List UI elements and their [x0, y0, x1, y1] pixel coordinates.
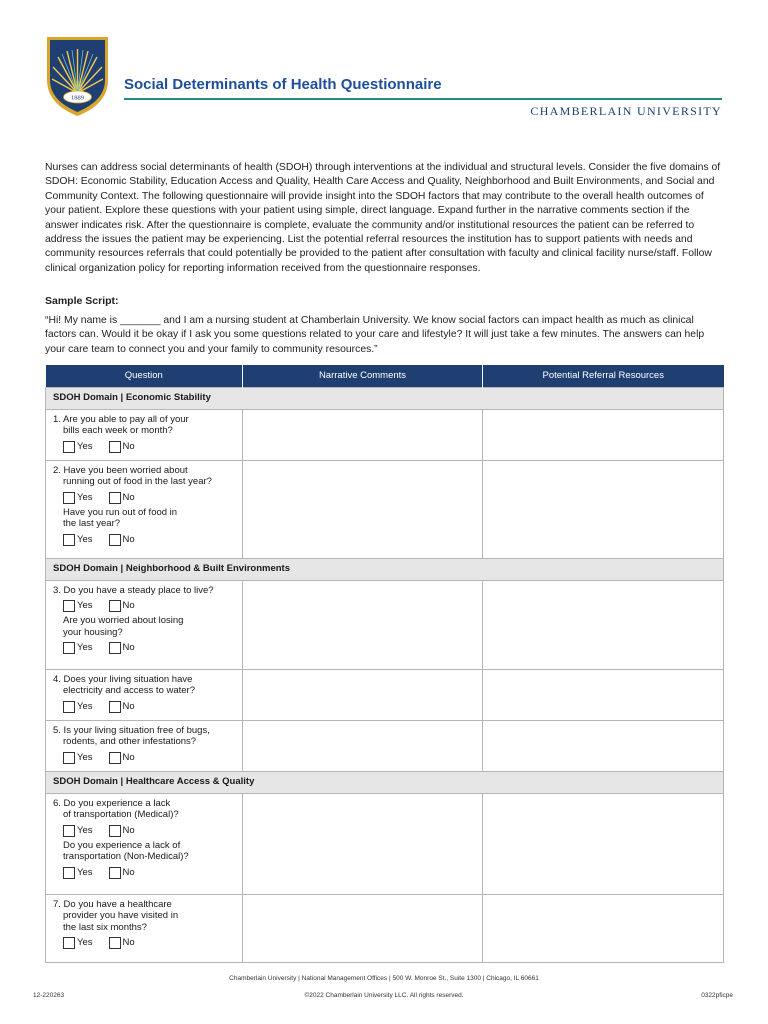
- column-header-question: Question: [46, 365, 243, 387]
- yes-checkbox[interactable]: [63, 752, 75, 764]
- no-label: No: [122, 751, 135, 763]
- question-cell: [46, 669, 243, 720]
- question-text: your housing?: [63, 626, 123, 638]
- yes-checkbox[interactable]: [63, 867, 75, 879]
- sample-script-text: “Hi! My name is _______ and I am a nursing student at Chamberlain University. We know social factors can impact health as much as clinical factors can. Would it be okay if I ask you some questions related to your care and lifestyle? It will just take a few minutes. The answers can help your care team to connect you and your family to community resources.”: [45, 315, 705, 355]
- referral-resources-cell[interactable]: [483, 894, 724, 962]
- no-checkbox[interactable]: [109, 600, 121, 612]
- referral-resources-cell[interactable]: [483, 669, 724, 720]
- table-row: [46, 793, 724, 894]
- question-text: transportation (Non-Medical)?: [63, 851, 189, 863]
- page-title: Social Determinants of Health Questionnaire: [124, 76, 442, 93]
- table-row: [46, 460, 724, 558]
- question-text: provider you have visited in: [63, 910, 179, 922]
- question-cell: [46, 580, 243, 669]
- no-label: No: [122, 937, 135, 949]
- yes-label: Yes: [77, 937, 93, 949]
- question-text: Have you run out of food in: [63, 506, 178, 518]
- no-label: No: [122, 700, 135, 712]
- no-label: No: [122, 642, 135, 654]
- domain-row-neighborhood: [46, 558, 724, 580]
- column-header-narrative: Narrative Comments: [243, 365, 483, 387]
- referral-resources-cell[interactable]: [483, 409, 724, 460]
- referral-resources-cell[interactable]: [483, 720, 724, 771]
- narrative-comments-cell[interactable]: [243, 793, 483, 894]
- domain-label: SDOH Domain | Neighborhood & Built Environments: [46, 558, 724, 580]
- yes-label: Yes: [77, 824, 93, 836]
- table-row: [46, 580, 724, 669]
- sample-script-heading: Sample Script:: [45, 295, 119, 307]
- narrative-comments-cell[interactable]: [243, 580, 483, 669]
- domain-row-healthcare: [46, 771, 724, 793]
- intro-paragraph: Nurses can address social determinants of health (SDOH) through interventions at the individual and structural levels. Consider the five domains of SDOH: Economic Stability, Education Access and Quality, Health Care Access and Quality, Neighborhood and Built Environments, and Social and Community Context. The following questionnaire will provide insight into the SDOH factors that may contribute to the overall health outcomes of your patient. Explore these questions with your patient using simple, direct language. Expand further in the narrative comments section if the answer indicates risk. After the questionnaire is complete, evaluate the community and/or institutional resources the patient can be referred to address the issues the patient may be experiencing. List the potential referral resources the institution has to support patients with needs and community resources referrals that could potentially be provided to the patient after consultation with faculty and clinical facility nurse/staff. Follow clinical organization policy for reporting information received from the questionnaire responses.: [45, 162, 721, 274]
- question-cell: [46, 409, 243, 460]
- narrative-comments-cell[interactable]: [243, 460, 483, 558]
- domain-label: SDOH Domain | Economic Stability: [46, 387, 724, 409]
- no-checkbox[interactable]: [109, 752, 121, 764]
- yes-label: Yes: [77, 751, 93, 763]
- no-checkbox[interactable]: [109, 701, 121, 713]
- question-text: the last six months?: [63, 921, 147, 933]
- questionnaire-table: [45, 365, 724, 963]
- yes-label: Yes: [77, 867, 93, 879]
- seal-year: 1889: [71, 94, 84, 102]
- question-text: 1. Are you able to pay all of your: [53, 413, 189, 425]
- footer-code-right: 0322pficpe: [701, 992, 733, 999]
- narrative-comments-cell[interactable]: [243, 669, 483, 720]
- yes-label: Yes: [77, 600, 93, 612]
- question-text: Are you worried about losing: [63, 615, 184, 627]
- domain-label: SDOH Domain | Healthcare Access & Quality: [46, 771, 724, 793]
- yes-label: Yes: [77, 534, 93, 546]
- yes-checkbox[interactable]: [63, 825, 75, 837]
- yes-label: Yes: [77, 440, 93, 452]
- question-text: rodents, and other infestations?: [63, 736, 197, 748]
- question-text: 6. Do you experience a lack: [53, 797, 171, 809]
- question-text: 7. Do you have a healthcare: [53, 898, 172, 910]
- question-text: 4. Does your living situation have: [53, 673, 193, 685]
- yes-checkbox[interactable]: [63, 534, 75, 546]
- yes-label: Yes: [77, 700, 93, 712]
- question-cell: [46, 894, 243, 962]
- yes-checkbox[interactable]: [63, 441, 75, 453]
- table-header-row: [46, 365, 724, 387]
- footer-address: Chamberlain University | National Management Offices | 500 W. Monroe St., Suite 1300 | Chicago, IL 60661: [229, 975, 539, 982]
- narrative-comments-cell[interactable]: [243, 720, 483, 771]
- header-rule: [124, 98, 722, 100]
- no-label: No: [122, 867, 135, 879]
- no-label: No: [122, 491, 135, 503]
- table-row: [46, 669, 724, 720]
- column-header-referral: Potential Referral Resources: [483, 365, 724, 387]
- question-text: 2. Have you been worried about: [53, 464, 188, 476]
- question-text: running out of food in the last year?: [63, 476, 212, 488]
- question-text: 3. Do you have a steady place to live?: [53, 584, 214, 596]
- no-checkbox[interactable]: [109, 937, 121, 949]
- table-row: [46, 409, 724, 460]
- narrative-comments-cell[interactable]: [243, 894, 483, 962]
- yes-checkbox[interactable]: [63, 600, 75, 612]
- no-label: No: [122, 534, 135, 546]
- question-text: bills each week or month?: [63, 425, 173, 437]
- question-text: Do you experience a lack of: [63, 839, 181, 851]
- narrative-comments-cell[interactable]: [243, 409, 483, 460]
- question-cell: [46, 720, 243, 771]
- no-checkbox[interactable]: [109, 534, 121, 546]
- yes-checkbox[interactable]: [63, 701, 75, 713]
- referral-resources-cell[interactable]: [483, 580, 724, 669]
- no-label: No: [122, 600, 135, 612]
- footer-copyright: ©2022 Chamberlain University LLC. All rights reserved.: [304, 992, 464, 999]
- yes-checkbox[interactable]: [63, 492, 75, 504]
- question-text: the last year?: [63, 518, 121, 530]
- university-seal-icon: [45, 35, 110, 118]
- page-header: [0, 0, 768, 130]
- referral-resources-cell[interactable]: [483, 793, 724, 894]
- table-row: [46, 894, 724, 962]
- yes-checkbox[interactable]: [63, 642, 75, 654]
- yes-label: Yes: [77, 642, 93, 654]
- question-text: electricity and access to water?: [63, 685, 196, 697]
- table-row: [46, 720, 724, 771]
- no-checkbox[interactable]: [109, 825, 121, 837]
- yes-checkbox[interactable]: [63, 937, 75, 949]
- question-cell: [46, 793, 243, 894]
- no-label: No: [122, 824, 135, 836]
- referral-resources-cell[interactable]: [483, 460, 724, 558]
- footer-code-left: 12-220263: [33, 992, 65, 999]
- no-checkbox[interactable]: [109, 492, 121, 504]
- question-text: of transportation (Medical)?: [63, 809, 179, 821]
- no-checkbox[interactable]: [109, 441, 121, 453]
- domain-row-economic: [46, 387, 724, 409]
- yes-label: Yes: [77, 491, 93, 503]
- question-text: 5. Is your living situation free of bugs,: [53, 724, 210, 736]
- no-label: No: [122, 440, 135, 452]
- university-name: CHAMBERLAIN UNIVERSITY: [530, 104, 722, 118]
- no-checkbox[interactable]: [109, 867, 121, 879]
- no-checkbox[interactable]: [109, 642, 121, 654]
- question-cell: [46, 460, 243, 558]
